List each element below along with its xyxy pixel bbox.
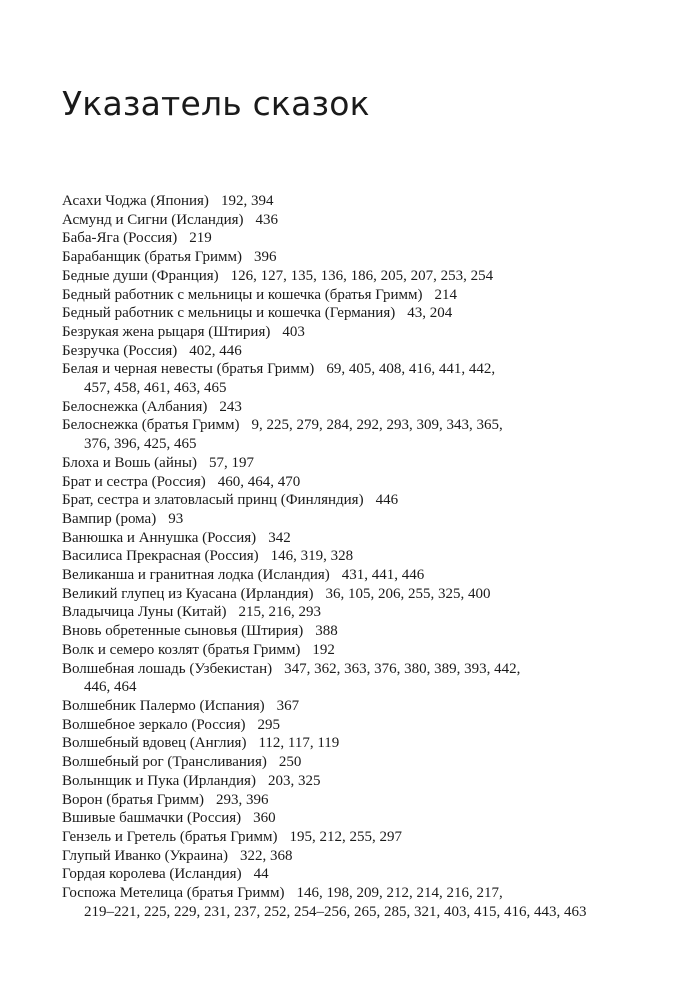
page-references: 126, 127, 135, 136, 186, 205, 207, 253, 254: [230, 267, 494, 284]
tale-title: Блоха и Вошь (айны): [62, 454, 197, 471]
page-references: 57, 197: [208, 454, 254, 471]
page-references: 93: [168, 510, 184, 527]
page-references-continued: 457, 458, 461, 463, 465: [84, 380, 227, 397]
index-entry-line: [62, 697, 652, 716]
index-entry: [62, 622, 652, 641]
index-entry-line: [62, 622, 652, 641]
index-entry: [62, 809, 652, 828]
index-entry: [62, 847, 652, 866]
page-references: 388: [315, 623, 338, 640]
index-entry-line: [62, 473, 652, 492]
tale-title: Василиса Прекрасная (Россия): [62, 548, 259, 565]
page-references: 69, 405, 408, 416, 441, 442,: [326, 361, 496, 378]
index-entry-line: [62, 510, 652, 529]
page-references: 322, 368: [240, 847, 293, 864]
page-references: 9, 225, 279, 284, 292, 293, 309, 343, 365,: [251, 417, 503, 434]
index-entry: [62, 267, 652, 286]
page-references: 250: [278, 754, 302, 771]
index-entry: [62, 641, 652, 660]
index-entry-line: [62, 753, 652, 772]
index-entry-line: [62, 211, 652, 230]
page-references: 215, 216, 293: [238, 604, 321, 621]
index-entry-line: [62, 641, 652, 660]
tale-title: Барабанщик (братья Гримм): [62, 249, 243, 266]
index-entry: [62, 304, 652, 323]
tale-title: Волшебник Палермо (Испания): [62, 697, 265, 714]
tale-title: Глупый Иванко (Украина): [62, 847, 229, 864]
index-entry-line: [62, 529, 652, 548]
tale-title: Безручка (Россия): [62, 342, 178, 359]
page-references: 295: [257, 716, 280, 733]
tale-title: Брат и сестра (Россия): [62, 473, 206, 490]
index-entry-line: [62, 884, 652, 903]
index-entry-line: [62, 734, 652, 753]
page-references-continued: 376, 396, 425, 465: [84, 436, 197, 453]
index-entry-line: [62, 585, 652, 604]
page-references: 342: [268, 529, 291, 546]
index-entry-line: [62, 192, 652, 211]
page-references: 402, 446: [189, 342, 242, 359]
page-references: 36, 105, 206, 255, 325, 400: [325, 585, 491, 602]
tale-title: Великий глупец из Куасана (Ирландия): [62, 585, 314, 602]
index-entry: [62, 660, 652, 697]
index-entry-line: [62, 267, 652, 286]
page-references: 146, 319, 328: [270, 548, 354, 565]
tale-title: Волшебная лошадь (Узбекистан): [62, 660, 273, 677]
tale-title: Белоснежка (братья Гримм): [62, 417, 240, 434]
index-entry-line: [62, 847, 652, 866]
page-references: 195, 212, 255, 297: [289, 828, 403, 845]
index-entry-line: [62, 791, 652, 810]
page-references: 367: [276, 697, 300, 714]
page-references: 214: [434, 286, 457, 303]
tale-title: Волк и семеро козлят (братья Гримм): [62, 641, 301, 658]
tale-title: Асахи Чоджа (Япония): [62, 193, 209, 209]
index-entry: [62, 473, 652, 492]
page-references: 192, 394: [220, 193, 274, 209]
tale-title: Безрукая жена рыцаря (Штирия): [62, 323, 271, 340]
tale-title: Волынщик и Пука (Ирландия): [62, 772, 256, 789]
tale-title: Ванюшка и Аннушка (Россия): [62, 529, 257, 546]
index-entry: [62, 286, 652, 305]
index-entry: [62, 772, 652, 791]
index-entry: [62, 547, 652, 566]
index-entry-line: [62, 828, 652, 847]
page-references: 44: [253, 866, 269, 883]
index-entry-line: [62, 547, 652, 566]
index-entry: [62, 529, 652, 548]
index-entry: [62, 828, 652, 847]
page-references: 396: [254, 249, 277, 266]
page-references: 446: [375, 492, 399, 509]
index-entry-line: [62, 566, 652, 585]
index-entry-line: [62, 286, 652, 305]
index-entry-line: [62, 454, 652, 473]
index-entry: [62, 323, 652, 342]
tale-title: Гензель и Гретель (братья Гримм): [62, 828, 278, 845]
index-entry: [62, 716, 652, 735]
index-entry: [62, 416, 652, 453]
index-entry: [62, 491, 652, 510]
index-entry: [62, 734, 652, 753]
index-entry-line: [62, 360, 652, 379]
index-entry: [62, 211, 652, 230]
index-entry-line: [62, 772, 652, 791]
page-title: Указатель сказок: [62, 84, 370, 123]
index-entry: [62, 753, 652, 772]
tale-title: Белая и черная невесты (братья Гримм): [62, 361, 315, 378]
index-entry-line: [62, 398, 652, 417]
index-entry: [62, 510, 652, 529]
index-entry-line: [62, 603, 652, 622]
page-references: 431, 441, 446: [341, 567, 425, 584]
tale-title: Брат, сестра и златовласый принц (Финляндия): [62, 492, 364, 509]
page-references: 360: [253, 810, 276, 827]
tale-title: Волшебное зеркало (Россия): [62, 716, 246, 733]
index-entry-line: [62, 304, 652, 323]
page-references-continued: 446, 464: [84, 679, 137, 696]
page-references: 293, 396: [215, 791, 269, 808]
index-entry: [62, 192, 652, 211]
tale-title: Бедные души (Франция): [62, 267, 219, 284]
tale-title: Волшебный вдовец (Англия): [62, 735, 247, 752]
tale-title: Госпожа Метелица (братья Гримм): [62, 885, 285, 902]
page-references: 43, 204: [407, 305, 453, 322]
index-entry: [62, 566, 652, 585]
index-entry-line: [62, 865, 652, 884]
page-references: 112, 117, 119: [258, 735, 340, 752]
index-entry: [62, 603, 652, 622]
tale-title: Бедный работник с мельницы и кошечка (братья Гримм): [62, 286, 423, 303]
index-entry: [62, 248, 652, 267]
tale-title: Ворон (братья Гримм): [62, 791, 204, 808]
index-entry-line: [62, 491, 652, 510]
index-entry: [62, 865, 652, 884]
index-entry-line: [62, 248, 652, 267]
index-entry: [62, 697, 652, 716]
page-references: 219: [189, 230, 212, 247]
index-entry: [62, 229, 652, 248]
tale-title: Белоснежка (Албания): [62, 398, 208, 415]
index-entry: [62, 360, 652, 397]
page-references: 436: [255, 211, 278, 228]
page-references-continued: 219–221, 225, 229, 231, 237, 252, 254–256, 265, 285, 321, 403, 415, 416, 443, 463: [84, 903, 587, 920]
index-entry: [62, 454, 652, 473]
index-entry-line: [62, 416, 652, 435]
tale-title: Гордая королева (Исландия): [62, 866, 242, 883]
page-references: 403: [282, 323, 305, 340]
index-entry-line: [62, 342, 652, 361]
page-references: 460, 464, 470: [217, 473, 301, 490]
tale-title: Баба-Яга (Россия): [62, 230, 178, 247]
tale-title: Вампир (рома): [62, 510, 157, 527]
tale-title: Бедный работник с мельницы и кошечка (Германия): [62, 305, 396, 322]
index-entry-line: [62, 716, 652, 735]
page-references: 192: [312, 641, 335, 658]
index-entry: [62, 884, 652, 921]
tale-title: Волшебный рог (Трансливания): [62, 754, 267, 771]
page-references: 243: [219, 398, 242, 415]
index-entry-line: [62, 323, 652, 342]
index-entry: [62, 342, 652, 361]
fairy-tale-index-list: [62, 192, 652, 921]
tale-title: Вшивые башмачки (Россия): [62, 810, 242, 827]
page-references: 203, 325: [267, 772, 321, 789]
index-entry-line: [62, 229, 652, 248]
tale-title: Асмунд и Сигни (Исландия): [62, 211, 244, 228]
index-entry-line: [62, 660, 652, 679]
tale-title: Вновь обретенные сыновья (Штирия): [62, 623, 304, 640]
index-entry: [62, 585, 652, 604]
tale-title: Великанша и гранитная лодка (Исландия): [62, 567, 330, 584]
index-entry: [62, 398, 652, 417]
page-references: 347, 362, 363, 376, 380, 389, 393, 442,: [284, 660, 521, 677]
page-references: 146, 198, 209, 212, 214, 216, 217,: [296, 885, 503, 902]
index-entry-line: [62, 809, 652, 828]
index-entry: [62, 791, 652, 810]
tale-title: Владычица Луны (Китай): [62, 604, 227, 621]
